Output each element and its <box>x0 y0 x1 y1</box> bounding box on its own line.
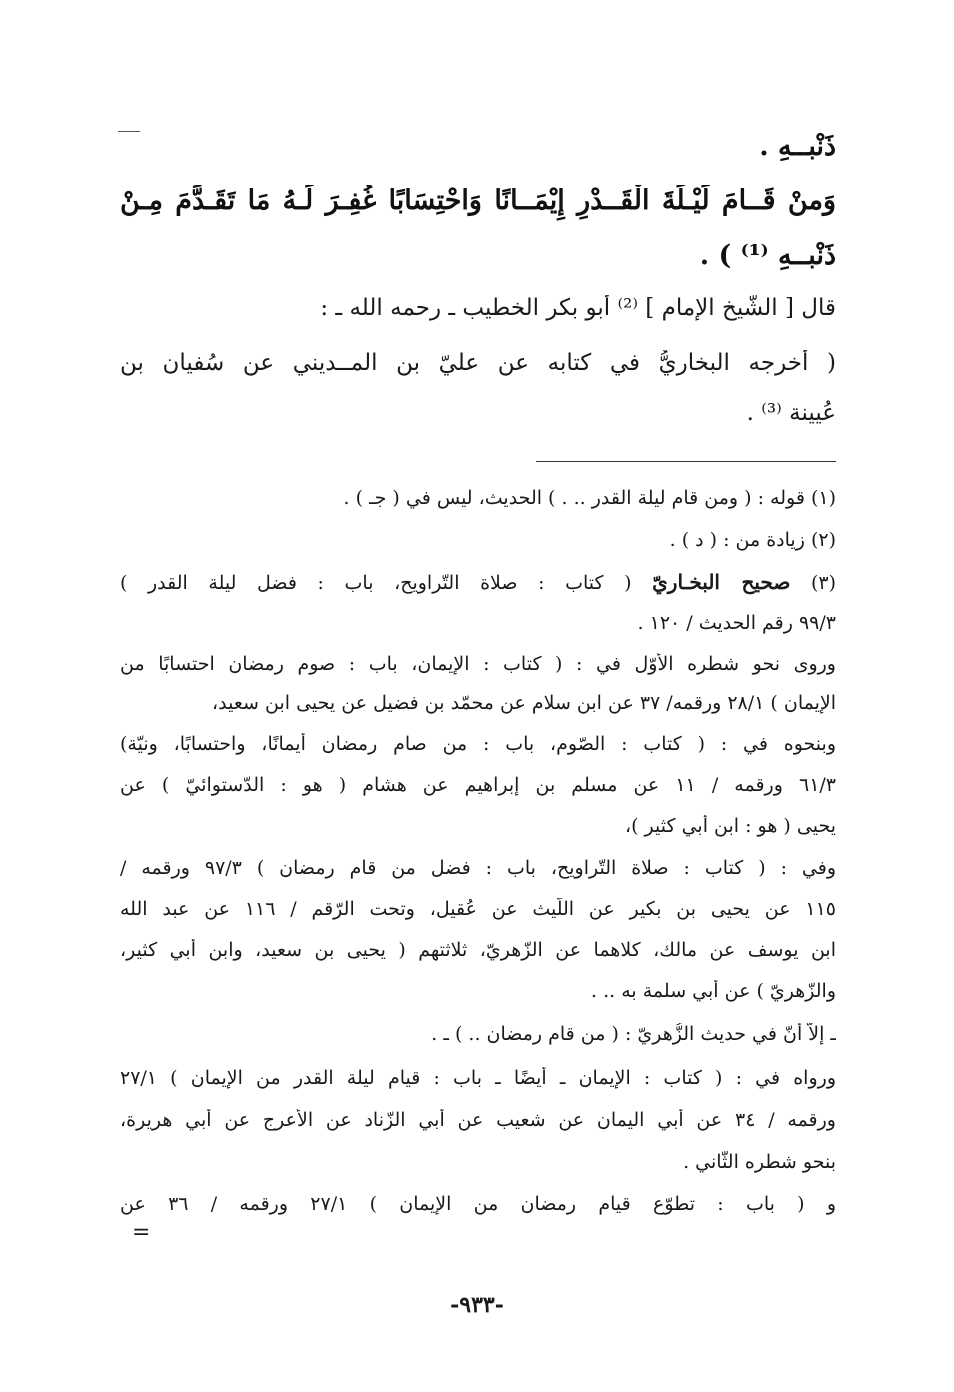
footnote-para-5: ـ إلاّ أنّ في حديث الزُّهريّ : ( من قام رمضان .. ) ـ . <box>431 1023 836 1045</box>
footnote-para-4-line-3: ابن يوسف عن مالك، كلاهما عن الزّهريّ، ثلاثتهم ( يحيى بن سعيد، وابن أبي كثير، <box>120 939 836 961</box>
footnote-para-6-line-2: ورقمه / ٣٤ عن أبي اليمان عن شعيب عن أبي الزّناد عن الأعرج عن أبي هريرة، <box>120 1109 836 1131</box>
footnote-2: (٢) زيادة من : ( د ) . <box>669 529 836 551</box>
main-line-4: قال [ الشّيخ الإمام ] ⁽²⁾ أبو بكر الخطيب ـ رحمه الله ـ : <box>320 295 836 321</box>
footnote-3-line-2: ٩٩/٣ رقم الحديث / ١٢٠ . <box>637 612 836 634</box>
footnote-divider <box>536 461 836 462</box>
footnote-para-4-line-4: والزّهريّ ) عن أبي سلمة به .. . <box>591 980 836 1002</box>
page-number: -٩٣٣- <box>450 1292 504 1318</box>
main-line-3: ذَنْبــهِ ⁽¹⁾ ) . <box>699 240 836 271</box>
continuation-mark: = <box>132 1220 151 1245</box>
footnote-3-reference: ( كتاب : صلاة التّراويح، باب : فضل ليلة القدر ) <box>120 572 632 594</box>
main-line-5: ( أخرجه البخاريُّ في كتابه عن عليّ بن المــديني عن سُفيان بن <box>120 350 836 376</box>
footnote-para-6-line-3: بنحو شطره الثّاني . <box>683 1151 836 1173</box>
footnote-para-4-line-1: وفي : ( كتاب : صلاة التّراويح، باب : فضل من قام رمضان ) ٩٧/٣ ورقمه / <box>120 857 836 879</box>
footnote-3-number: (٣) <box>810 572 836 594</box>
footnote-para-4-line-2: ١١٥ عن يحيى بن بكير عن اللّيث عن عُقيل، وتحت الرّقم / ١١٦ عن عبد الله <box>120 898 836 920</box>
footnote-para-3-line-2: ٦١/٣ ورقمه / ١١ عن مسلم بن إبراهيم عن هشام ( هو : الدّستوائيّ ) عن <box>120 774 836 796</box>
footnote-3-source-title: صحيح البخـاريّ <box>652 570 791 594</box>
footnote-para-2-line-2: الإيمان ) ٢٨/١ ورقمه/ ٣٧ عن ابن سلام عن محمّد بن فضيل عن يحيى ابن سعيد، <box>212 692 836 714</box>
footnote-para-3-line-1: وبنحوه في : ( كتاب : الصّوم، باب : من صام رمضان أيمانًا، واحتسابًا، ونيّة) <box>120 733 836 755</box>
footnote-para-3-line-3: يحيى ( هو : ابن أبي كثير )، <box>624 815 836 837</box>
footnote-para-2-line-1: وروى نحو شطره الأوّل في : ( كتاب : الإيمان، باب : صوم رمضان احتسابًا من <box>120 653 836 675</box>
footnote-1: (١) قوله : ( ومن قام ليلة القدر .. . ) الحديث، ليس في ( جـ ) . <box>343 487 836 509</box>
main-line-1: ذَنْبــهِ . <box>759 131 836 162</box>
main-line-2: وَمنْ قَــامَ لَيْـلَةَ الْقَــدْرِ إِيْمَــانًا وَاحْتِسَابًا غُفِـرَ لَـهُ مَا تَقَـدَّمَ مِـنْ <box>120 185 836 216</box>
main-line-6: عُيينة ⁽³⁾ . <box>746 400 836 426</box>
footnote-3 <box>120 570 836 602</box>
footnote-para-7: و ( باب : تطوّع قيام رمضان من الإيمان ) ٢٧/١ ورقمه / ٣٦ عن <box>120 1193 836 1215</box>
footnote-para-6-line-1: ورواه في : ( كتاب : الإيمان ـ أيضًا ـ باب : قيام ليلة القدر من الإيمان ) ٢٧/١ <box>120 1067 836 1089</box>
